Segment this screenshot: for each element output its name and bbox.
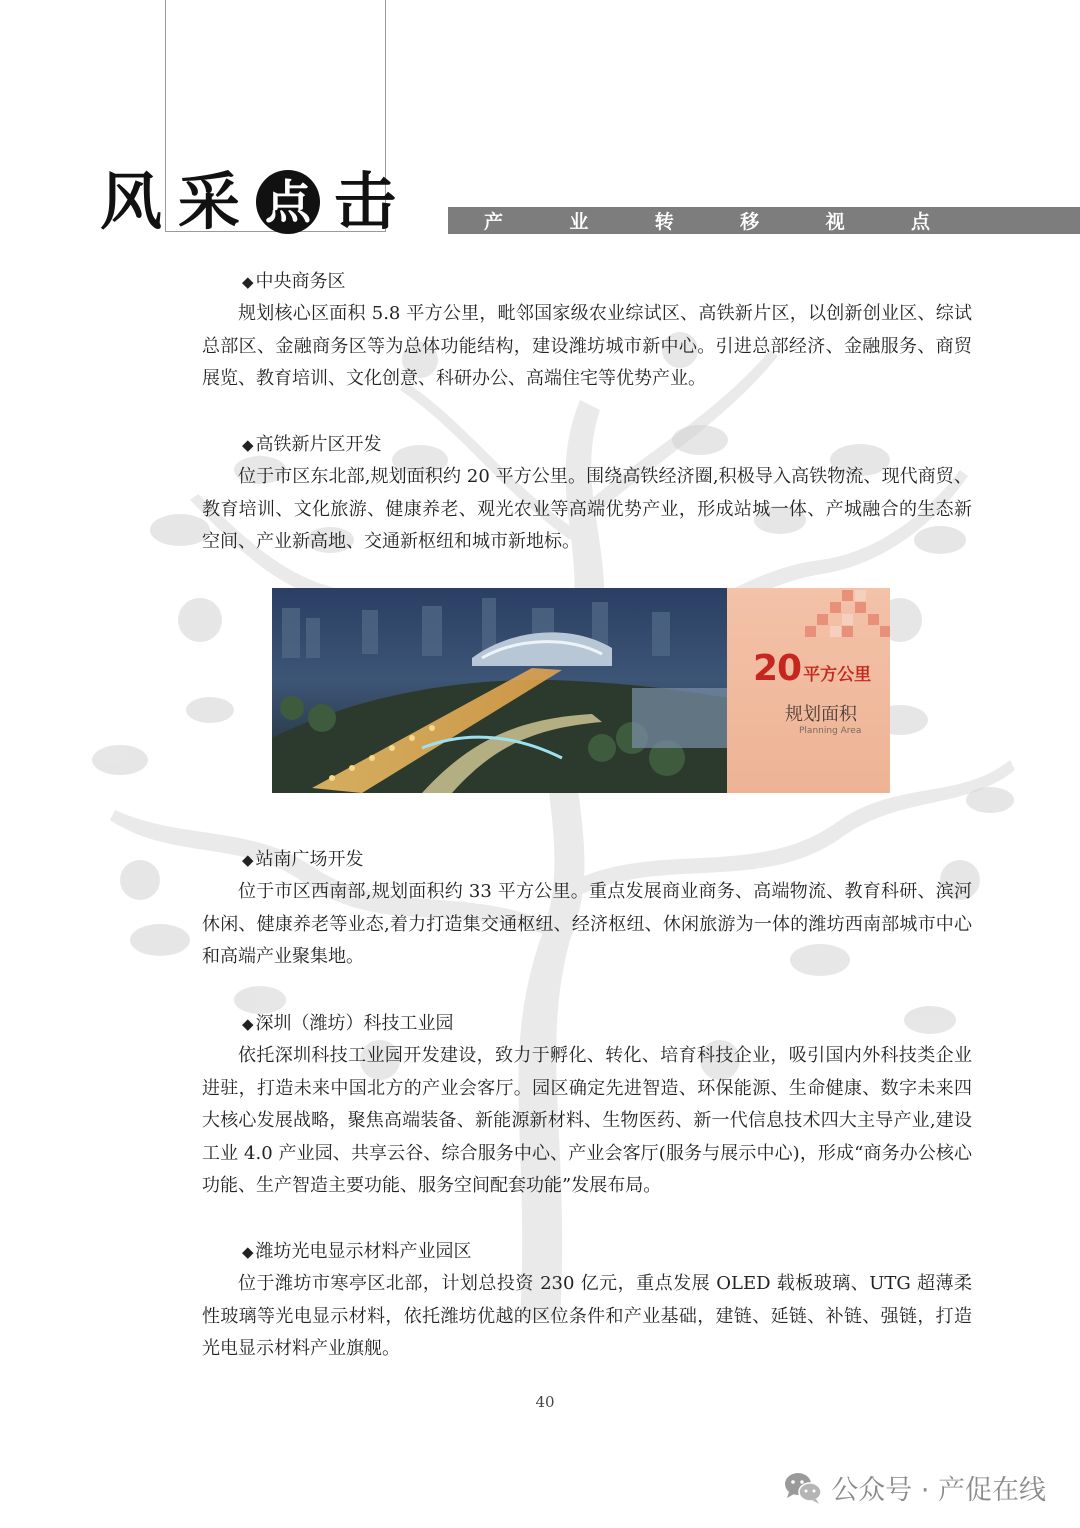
wechat-watermark [783,1468,1046,1507]
banner-char: 点 [910,211,930,233]
wechat-icon [783,1471,823,1505]
masthead-circle-badge [256,170,320,234]
planning-area-value: 20 平方公里 [753,648,872,689]
diamond-bullet-icon: ◆ [242,1015,254,1033]
banner-char: 产 [484,211,504,233]
banner-char: 转 [654,211,674,233]
section-heading: ◆ 中央商务区 [242,271,346,292]
mosaic-decoration-icon [727,588,890,648]
masthead-char: 击 [334,165,399,238]
watermark-text: 公众号 · 产促在线 [831,1475,1046,1506]
diamond-bullet-icon: ◆ [242,1243,254,1261]
section-body: 位于市区东北部,规划面积约 20 平方公里。围绕高铁经济圈,积极导入高铁物流、现代商贸、教育培训、文化旅游、健康养老、观光农业等高端优势产业，形成站城一体、产城融合的生态新空间、产业新高地、交通新枢纽和城市新地标。 [202,466,972,552]
section-body: 位于潍坊市寒亭区北部，计划总投资 230 亿元，重点发展 OLED 载板玻璃、UTG 超薄柔性玻璃等光电显示材料，依托潍坊优越的区位条件和产业基础，建链、延链、补链、强链，打造光电显示材料产业旗舰。 [202,1273,972,1359]
diamond-bullet-icon: ◆ [242,851,254,869]
section-heading: ◆ 站南广场开发 [242,849,364,870]
section-body: 规划核心区面积 5.8 平方公里，毗邻国家级农业综试区、高铁新片区，以创新创业区、综试总部区、金融商务区等为总体功能结构，建设潍坊城市新中心。引进总部经济、金融服务、商贸展览、教育培训、文化创意、科研办公、高端住宅等优势产业。 [202,303,972,389]
page-number: 40 [535,1393,555,1411]
section-optoelectronic-park [202,1236,972,1366]
diamond-bullet-icon: ◆ [242,273,254,291]
section-shenzhen-park [202,1008,972,1203]
planning-area-caption: 规划面积 [785,704,857,725]
section-banner [448,207,1080,234]
banner-char: 视 [825,211,845,233]
section-heading: ◆ 高铁新片区开发 [242,434,382,455]
masthead-char: 风 [100,165,165,238]
station-rendering-image [272,588,890,793]
planning-area-panel [727,588,890,793]
section-body: 位于市区西南部,规划面积约 33 平方公里。重点发展商业商务、高端物流、教育科研、滨河休闲、健康养老等业态,着力打造集交通枢纽、经济枢纽、休闲旅游为一体的潍坊西南部城市中心和高端产业聚集地。 [202,881,972,967]
diamond-bullet-icon: ◆ [242,436,254,454]
station-night-scene [272,588,727,793]
section-south-square [202,844,972,974]
section-body: 依托深圳科技工业园开发建设，致力于孵化、转化、培育科技企业，吸引国内外科技类企业进驻，打造未来中国北方的产业会客厅。园区确定先进智造、环保能源、生命健康、数字未来四大核心发展战略，聚焦高端装备、新能源新材料、生物医药、新一代信息技术四大主导产业,建设工业 4.0 产业园、共享云谷、综合服务中心、产业会客厅(服务与展示中心)，形成“商务办公核心功能、生产智造主要功能、服务空间配套功能”发展布局。 [202,1045,972,1196]
banner-char: 业 [569,211,589,233]
banner-char: 移 [740,211,760,233]
planning-area-caption-en: Planning Area [799,726,862,736]
masthead-title [100,165,399,238]
section-heading: ◆ 深圳（潍坊）科技工业园 [242,1013,454,1034]
masthead-char: 采 [178,165,243,238]
section-high-speed-rail [202,429,972,559]
masthead-char: 点 [265,175,312,229]
section-heading: ◆ 潍坊光电显示材料产业园区 [242,1241,472,1262]
section-cbd [202,266,972,396]
